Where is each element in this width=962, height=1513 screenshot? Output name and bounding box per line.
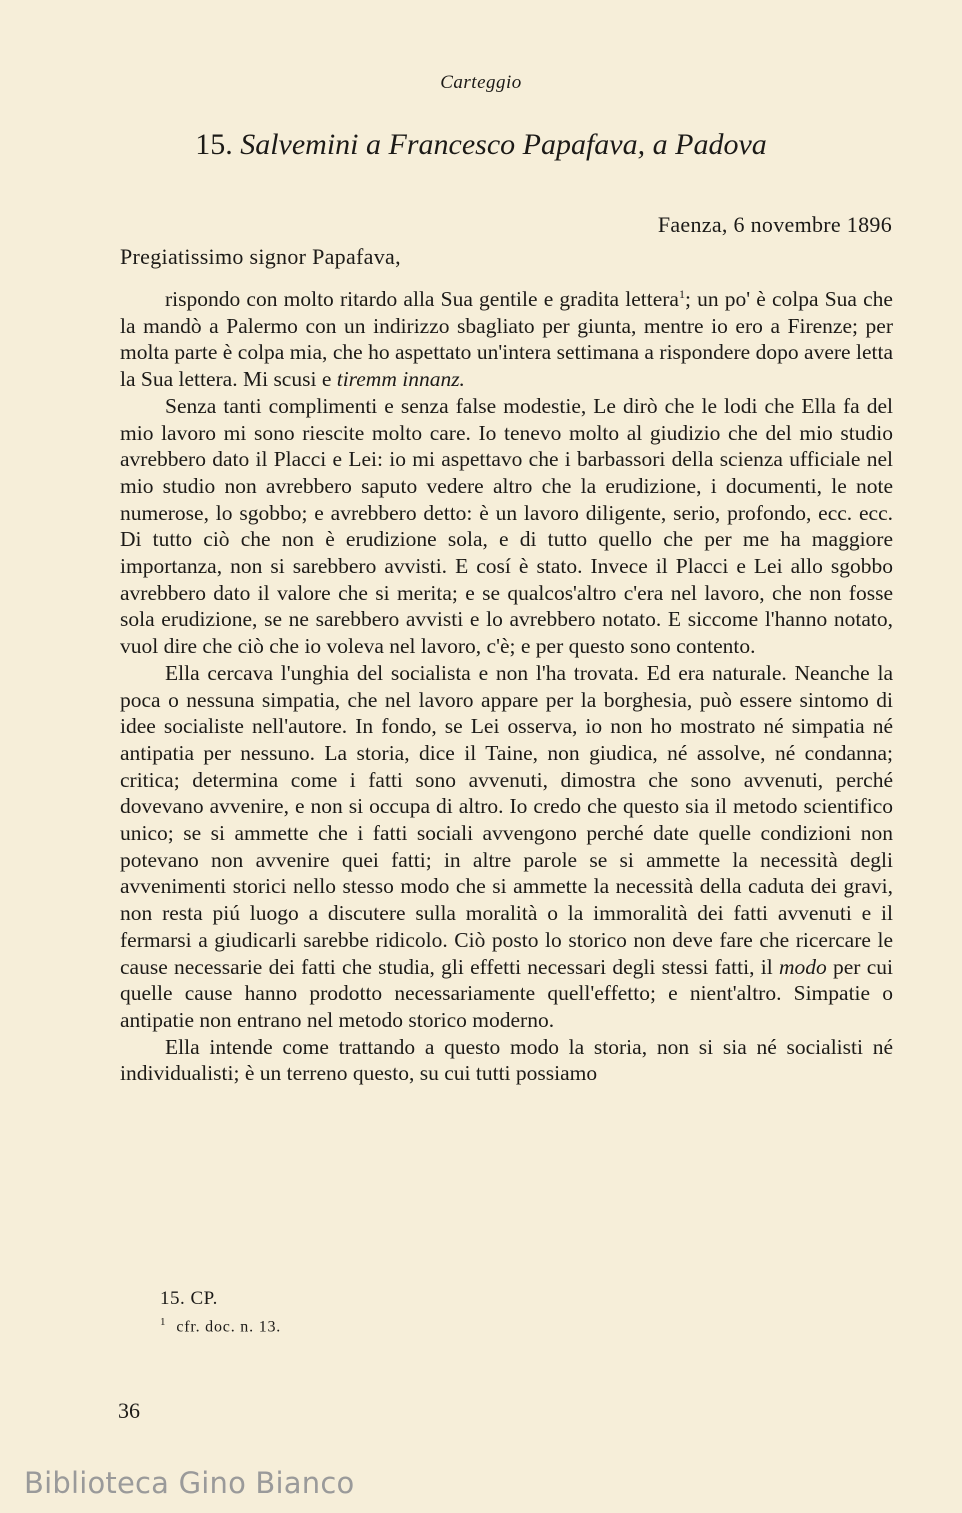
paragraph-3-text-b: per cui quelle cause hanno prodotto necessariamente quell'effetto; e nient'altro. Simpatie o antipatie non entrano nel metodo storico moderno. [120, 954, 894, 1032]
letter-dateline: Faenza, 6 novembre 1896 [657, 212, 892, 237]
paragraph-1 [120, 286, 893, 393]
paragraph-1-italic: tiremm innanz. [336, 367, 465, 392]
running-head: Carteggio [440, 72, 522, 93]
paragraph-4: Ella intende come trattando a questo modo la storia, non si sia né socialisti né individualisti; è un terreno questo, su cui tutti possiamo [120, 1034, 893, 1086]
footnotes [160, 1288, 281, 1336]
letter-salutation: Pregiatissimo signor Papafava, [120, 244, 401, 269]
document-title-text: Salvemini a Francesco Papafava, a Padova [240, 128, 767, 161]
paragraph-1-text-b: ; un po' è colpa Sua che la mandò a Palermo con un indirizzo sbagliato per giunta, mentre io ero a Firenze; per molta parte è colpa mia, che ho aspettato un'intera settimana a rispondere dopo avere letta la Sua lettera. Mi scusi e [120, 287, 893, 392]
footnote-source: 15. CP. [160, 1288, 218, 1309]
letter-body [120, 286, 893, 1087]
paragraph-1-text-a: rispondo con molto ritardo alla Sua gentile e gradita lettera [165, 287, 679, 311]
footnote-1-number: 1 [160, 1316, 167, 1328]
paragraph-2: Senza tanti complimenti e senza false modestie, Le dirò che le lodi che Ella fa del mio lavoro mi sono riescite molto care. Io tenevo molto al giudizio che del mio studio avrebbero dato il Placci e Lei: io mi aspettavo che i barbassori della scienza ufficiale nel mio studio non avrebbero saputo vedere altro che la erudizione, i documenti, le note numerose, lo sgobbo; e avrebbero detto: è un lavoro diligente, serio, profondo, ecc. ecc. Di tutto ciò che non è erudizione sola, e di tutto quello che per me ha maggiore importanza, non si sarebbero avvisti. E cosí è stato. Invece il Placci e Lei allo sgobbo avrebbero dato il valore che si merita; e se qualcos'altro c'era nel lavoro, che non fosse sola erudizione, se ne sarebbero avvisti e lo avrebbero notato. E siccome l'hanno notato, vuol dire che ciò che io voleva nel lavoro, c'è; e per questo sono contento. [120, 393, 893, 659]
paragraph-3-italic: modo [778, 954, 827, 979]
footnote-reference: 1 [678, 286, 685, 301]
watermark: Biblioteca Gino Bianco [24, 1466, 355, 1500]
page-number: 36 [118, 1398, 140, 1423]
document-title [0, 128, 962, 162]
document-number: 15. [195, 128, 233, 161]
paragraph-3 [120, 660, 893, 1034]
paragraph-3-text-a: Ella cercava l'unghia del socialista e non l'ha trovata. Ed era naturale. Neanche la poca o nessuna simpatia, che nel lavoro appare per la borghesia, può essere sintomo di idee socialiste nell'autore. In fondo, se Lei osserva, io non ho mostrato né simpatia né antipatia per nessuno. La storia, dice il Taine, non giudica, né assolve, né condanna; critica; determina come i fatti sono avvenuti, dimostra che sono avvenuti, perché dovevano avvenire, e non si occupa di altro. Io credo che questo sia il metodo scientifico unico; se si ammette che i fatti sociali avvengono perché date quelle condizioni non potevano non avvenire quei fatti; in altre parole se si ammette la necessità degli avvenimenti storici nello stesso modo che si ammette la necessità della caduta dei gravi, non resta piú luogo a discutere sulla moralità o la immoralità dei fatti avvenuti e il fermarsi a giudicarli sarebbe ridicolo. Ciò posto lo storico non deve fare che ricercare le cause necessarie dei fatti che studia, gli effetti necessari degli stessi fatti, il [120, 660, 893, 979]
footnote-1-text: cfr. doc. n. 13. [176, 1318, 282, 1336]
footnote-1 [160, 1316, 281, 1336]
